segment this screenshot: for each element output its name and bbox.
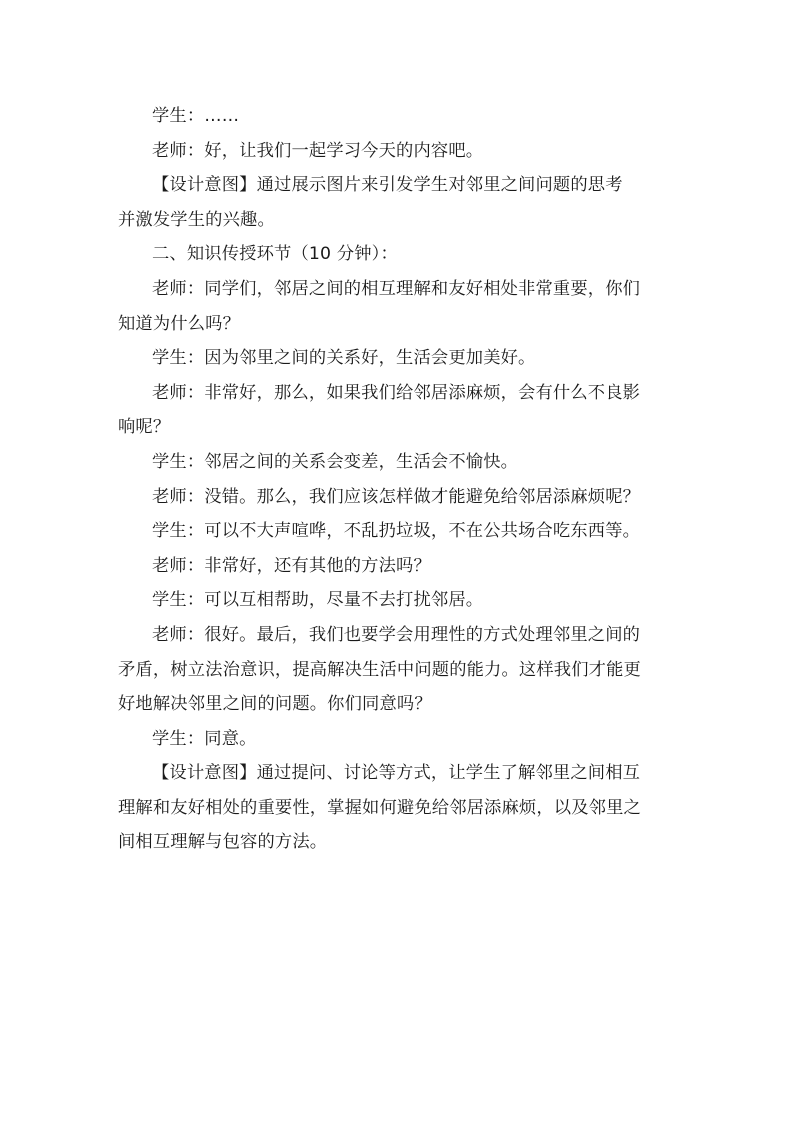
paragraph-student-6 [118,722,678,757]
paragraph-student-2 [118,341,678,376]
text-line: 响呢？ [118,417,171,438]
text-line: 老师：非常好，还有其他的方法吗？ [152,555,431,576]
text-line: 学生：可以不大声喧哗，不乱扔垃圾，不在公共场合吃东西等。 [152,521,641,542]
paragraph-teacher-2 [118,272,678,341]
text-line: 矛盾，树立法治意识，提高解决生活中问题的能力。这样我们才能更 [118,659,641,680]
text-line: 学生：邻居之间的关系会变差，生活会不愉快。 [152,451,519,472]
text-line: 学生：同意。 [152,728,257,749]
text-line: 知道为什么吗？ [118,313,241,334]
text-line: 老师：非常好，那么，如果我们给邻居添麻烦，会有什么不良影 [152,382,641,403]
text-line: 二、知识传授环节（10 分钟）： [152,244,398,265]
paragraph-design-intent-2 [118,756,678,860]
paragraph-student-4 [118,514,678,549]
text-line: 好地解决邻里之间的问题。你们同意吗？ [118,694,432,715]
text-line: 老师：很好。最后，我们也要学会用理性的方式处理邻里之间的 [152,624,641,645]
text-line: 间相互理解与包容的方法。 [118,832,328,853]
paragraph-student-1 [118,99,678,134]
text-line: 老师：没错。那么，我们应该怎样做才能避免给邻居添麻烦呢？ [152,486,641,507]
text-line: 理解和友好相处的重要性，掌握如何避免给邻居添麻烦，以及邻里之 [118,797,641,818]
text-line: 学生：…… [152,106,240,126]
text-line: 【设计意图】通过提问、讨论等方式，让学生了解邻里之间相互 [152,763,641,784]
text-line: 老师：同学们，邻居之间的相互理解和友好相处非常重要，你们 [152,278,641,299]
paragraph-teacher-1 [118,134,678,169]
paragraph-teacher-3 [118,376,678,445]
paragraph-student-5 [118,583,678,618]
document-body [118,99,678,860]
text-line: 并激发学生的兴趣。 [118,209,275,230]
paragraph-teacher-4 [118,480,678,515]
section-heading [118,237,678,272]
text-line: 【设计意图】通过展示图片来引发学生对邻里之间问题的思考 [152,175,623,196]
paragraph-teacher-6 [118,618,678,722]
text-line: 学生：因为邻里之间的关系好，生活会更加美好。 [152,348,536,369]
paragraph-teacher-5 [118,549,678,584]
text-line: 老师：好，让我们一起学习今天的内容吧。 [152,140,484,161]
paragraph-design-intent-1 [118,168,678,237]
text-line: 学生：可以互相帮助，尽量不去打扰邻居。 [152,590,484,611]
paragraph-student-3 [118,445,678,480]
